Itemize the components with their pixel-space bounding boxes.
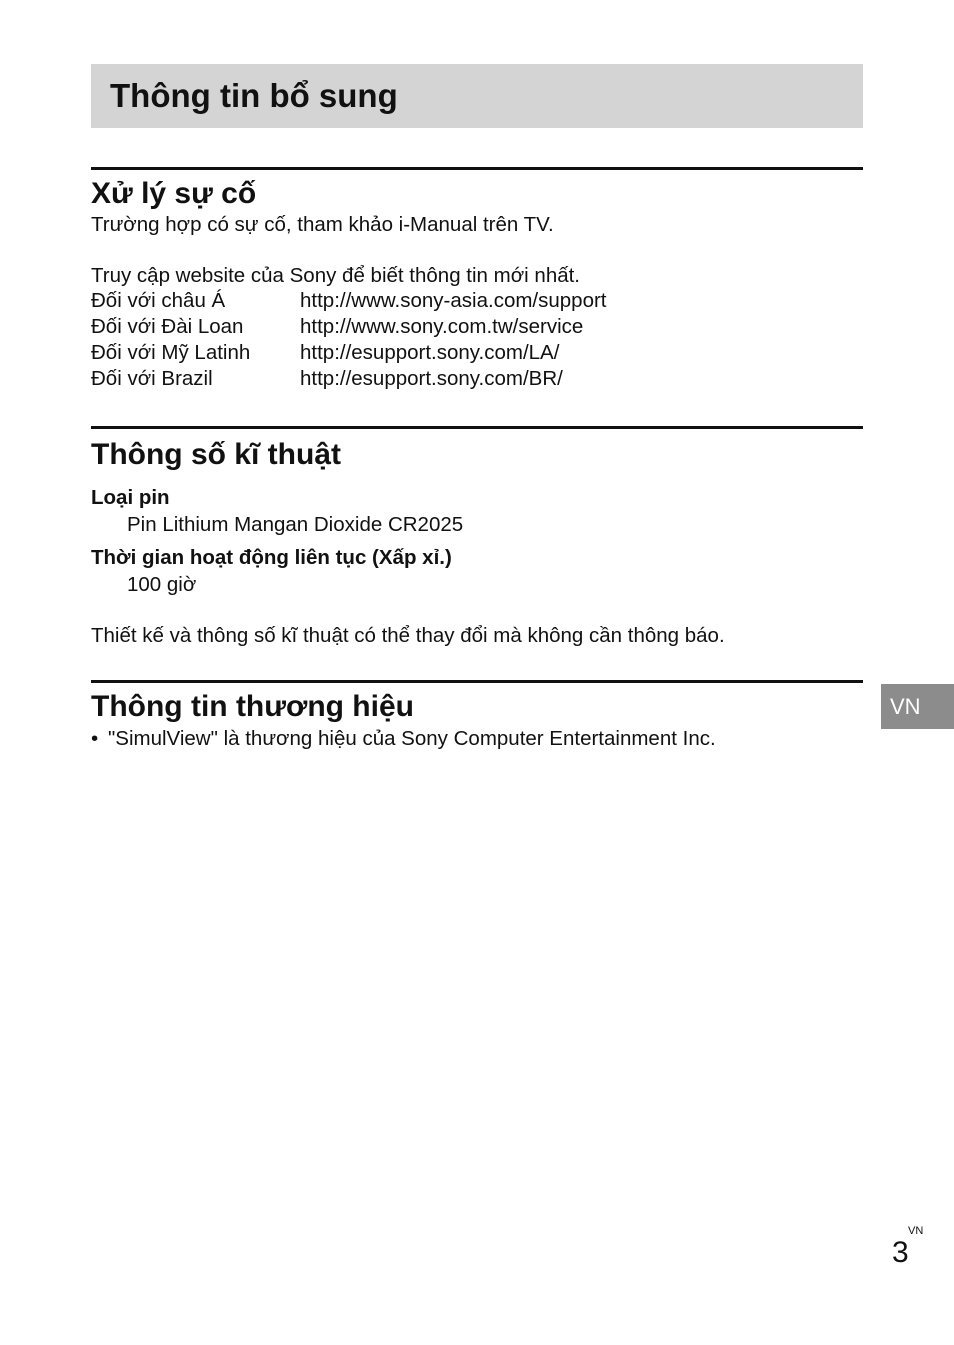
runtime-label: Thời gian hoạt động liên tục (Xấp xỉ.) <box>91 546 452 569</box>
page-number: 3 <box>892 1236 909 1269</box>
section-troubleshooting <box>91 167 863 391</box>
spec-change-note: Thiết kế và thông số kĩ thuật có thể thay đổi mà không cần thông báo. <box>91 624 725 647</box>
section-heading-trademark: Thông tin thương hiệu <box>91 690 414 723</box>
section-heading-troubleshooting: Xử lý sự cố <box>91 177 257 210</box>
support-url[interactable]: http://www.sony-asia.com/support <box>300 289 607 313</box>
support-url[interactable]: http://esupport.sony.com/BR/ <box>300 366 563 390</box>
section-trademark <box>91 680 863 751</box>
support-region: Đối với Brazil <box>91 366 213 390</box>
bullet-icon: • <box>91 727 99 750</box>
section-heading-specifications: Thông số kĩ thuật <box>91 438 341 471</box>
support-links <box>91 288 863 391</box>
support-url[interactable]: http://www.sony.com.tw/service <box>300 315 584 339</box>
website-intro: Truy cập website của Sony để biết thông tin mới nhất. <box>91 263 581 287</box>
support-link-row <box>91 314 863 340</box>
support-link-row <box>91 366 863 392</box>
support-region: Đối với Đài Loan <box>91 315 244 339</box>
page-number-suffix: VN <box>908 1225 924 1237</box>
page-title-bar <box>91 64 863 128</box>
runtime-value: 100 giờ <box>127 573 197 596</box>
section-specifications <box>91 426 863 649</box>
support-region: Đối với Mỹ Latinh <box>91 340 251 364</box>
battery-type-value: Pin Lithium Mangan Dioxide CR2025 <box>127 513 464 536</box>
troubleshoot-intro: Trường hợp có sự cố, tham khảo i-Manual trên TV. <box>91 213 554 236</box>
trademark-text: "SimulView" là thương hiệu của Sony Computer Entertainment Inc. <box>108 727 716 750</box>
support-link-row <box>91 288 863 314</box>
support-region: Đối với châu Á <box>91 289 226 313</box>
support-url[interactable]: http://esupport.sony.com/LA/ <box>300 340 560 364</box>
battery-type-label: Loại pin <box>91 486 170 509</box>
language-tab: VN <box>881 684 954 729</box>
page-title: Thông tin bổ sung <box>110 77 398 114</box>
trademark-item <box>91 726 863 751</box>
support-link-row <box>91 340 863 366</box>
